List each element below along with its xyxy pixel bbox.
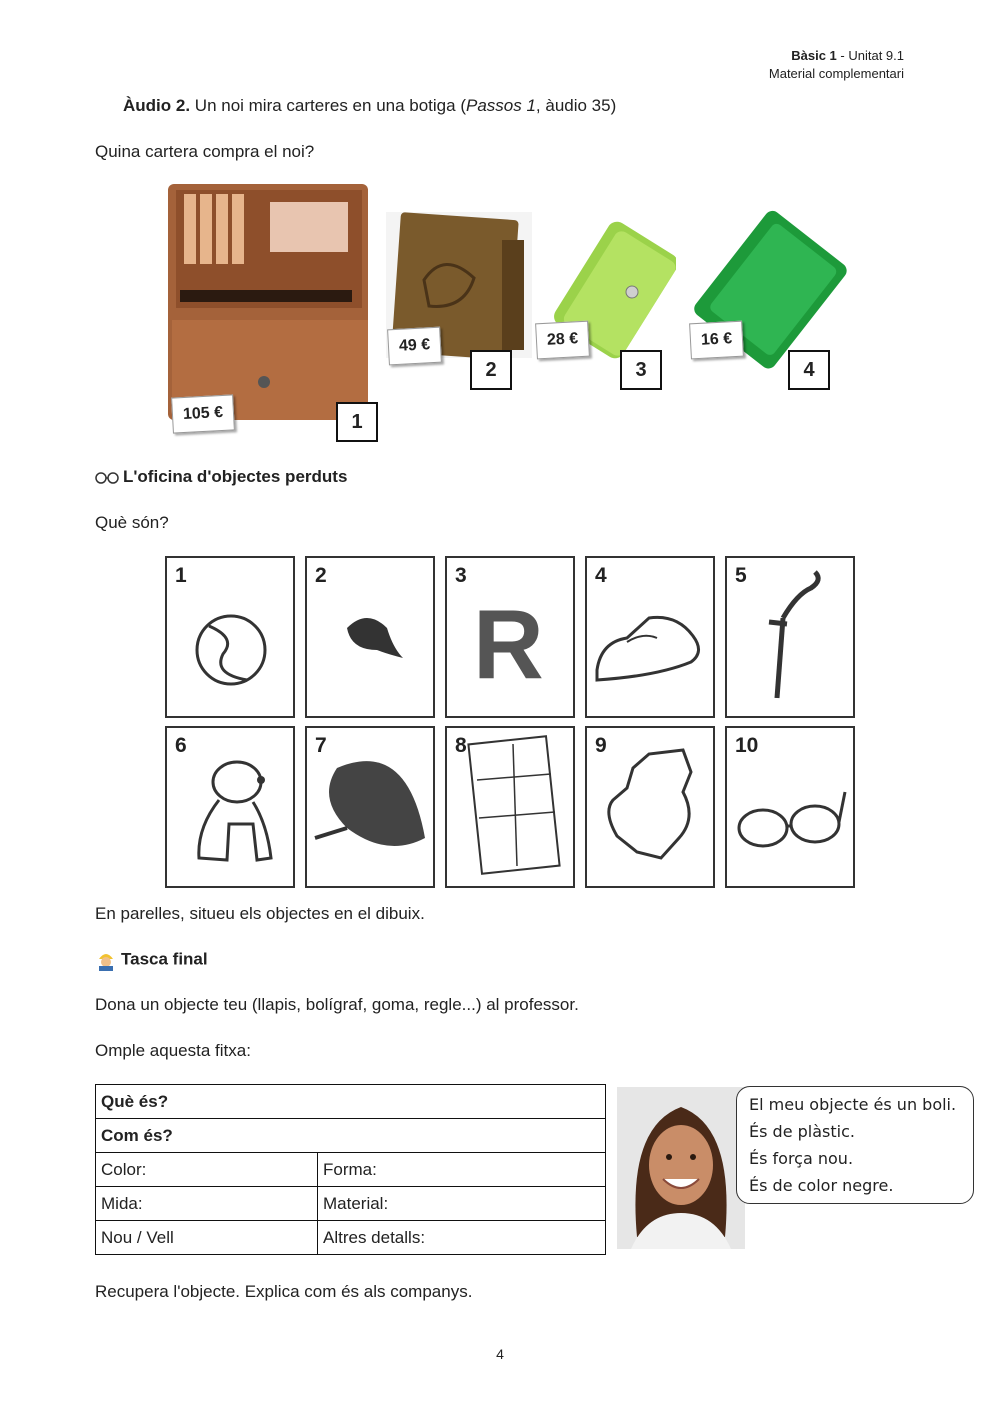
header-subtitle: Material complementari [768,66,904,81]
form-shape[interactable]: Forma: [318,1153,606,1187]
bubble-line-1: El meu objecte és un boli. [749,1095,957,1114]
tennis-ball-icon [167,558,293,716]
object-number: 10 [735,734,759,757]
object-card-7 [305,726,435,888]
worker-icon [95,949,117,971]
stain-icon [307,558,433,716]
object-card-10 [725,726,855,888]
glasses-icon [95,472,119,484]
object-card-5 [725,556,855,718]
object-card-6 [165,726,295,888]
object-number: 1 [175,564,187,587]
section-final-task [95,949,208,971]
closing-text: Recupera l'objecte. Explica com és als companys. [95,1282,473,1301]
wallet-3-price: 28 € [535,321,590,360]
object-card-3 [445,556,575,718]
form-material[interactable]: Material: [318,1187,606,1221]
form-size[interactable]: Mida: [96,1187,318,1221]
glove-icon [587,728,713,886]
question-wallet: Quina cartera compra el noi? [95,142,315,161]
form-how[interactable]: Com és? [96,1119,606,1153]
object-card-9 [585,726,715,888]
bubble-line-3: És força nou. [749,1149,854,1168]
bubble-line-4: És de color negre. [749,1176,894,1195]
task-text: Dona un objecte teu (llapis, bolígraf, goma, regle...) al professor. [95,995,579,1014]
section-lost-title: L'oficina d'objectes perduts [123,467,348,486]
crutch-icon [727,558,853,716]
page-number: 4 [496,1346,504,1362]
wallet-2-number: 2 [470,350,512,390]
form-age[interactable]: Nou / Vell [96,1221,318,1255]
audio-heading [123,96,616,116]
form-other[interactable]: Altres detalls: [318,1221,606,1255]
unit-label: - Unitat 9.1 [836,48,904,63]
object-number: 4 [595,564,607,587]
object-number: 3 [455,564,467,587]
girl-portrait [617,1087,745,1249]
wallet-1-price: 105 € [171,394,235,433]
object-card-8 [445,726,575,888]
object-card-4 [585,556,715,718]
object-number: 7 [315,734,327,757]
shoe-icon [587,558,713,716]
wallet-4-number: 4 [788,350,830,390]
wallet-4-price: 16 € [689,321,744,360]
fill-form-text: Omple aquesta fitxa: [95,1041,251,1060]
bubble-line-2: És de plàstic. [749,1122,855,1141]
page-header [769,47,904,83]
object-card-2 [305,556,435,718]
wallet-3-number: 3 [620,350,662,390]
section-task-title: Tasca final [121,949,208,969]
form-what[interactable]: Què és? [96,1085,606,1119]
wallet-1-number: 1 [336,402,378,442]
glasses-icon [727,728,853,886]
comic-icon [447,728,573,886]
object-number: 6 [175,734,187,757]
speech-bubble [736,1086,974,1204]
object-form [95,1084,606,1255]
wallet-gallery [160,180,860,450]
question-objects: Què són? [95,513,169,532]
object-number: 8 [455,734,467,757]
object-card-1 [165,556,295,718]
dog-icon [167,728,293,886]
object-number: 9 [595,734,607,757]
audio-text-a: Un noi mira carteres en una botiga ( [190,96,466,115]
umbrella-icon [307,728,433,886]
wallet-1-image [160,180,375,425]
wallet-2-price: 49 € [387,327,442,366]
form-color[interactable]: Color: [96,1153,318,1187]
audio-text-b: , àudio 35) [535,96,617,115]
audio-label: Àudio 2. [123,96,191,115]
object-number: 2 [315,564,327,587]
instruction-pairs: En parelles, situeu els objectes en el dibuix. [95,904,425,923]
letter-r-icon: R [473,589,544,699]
section-lost-objects [95,467,347,487]
object-number: 5 [735,564,747,587]
audio-book: Passos 1 [465,96,536,115]
course-label: Bàsic 1 [791,48,837,63]
